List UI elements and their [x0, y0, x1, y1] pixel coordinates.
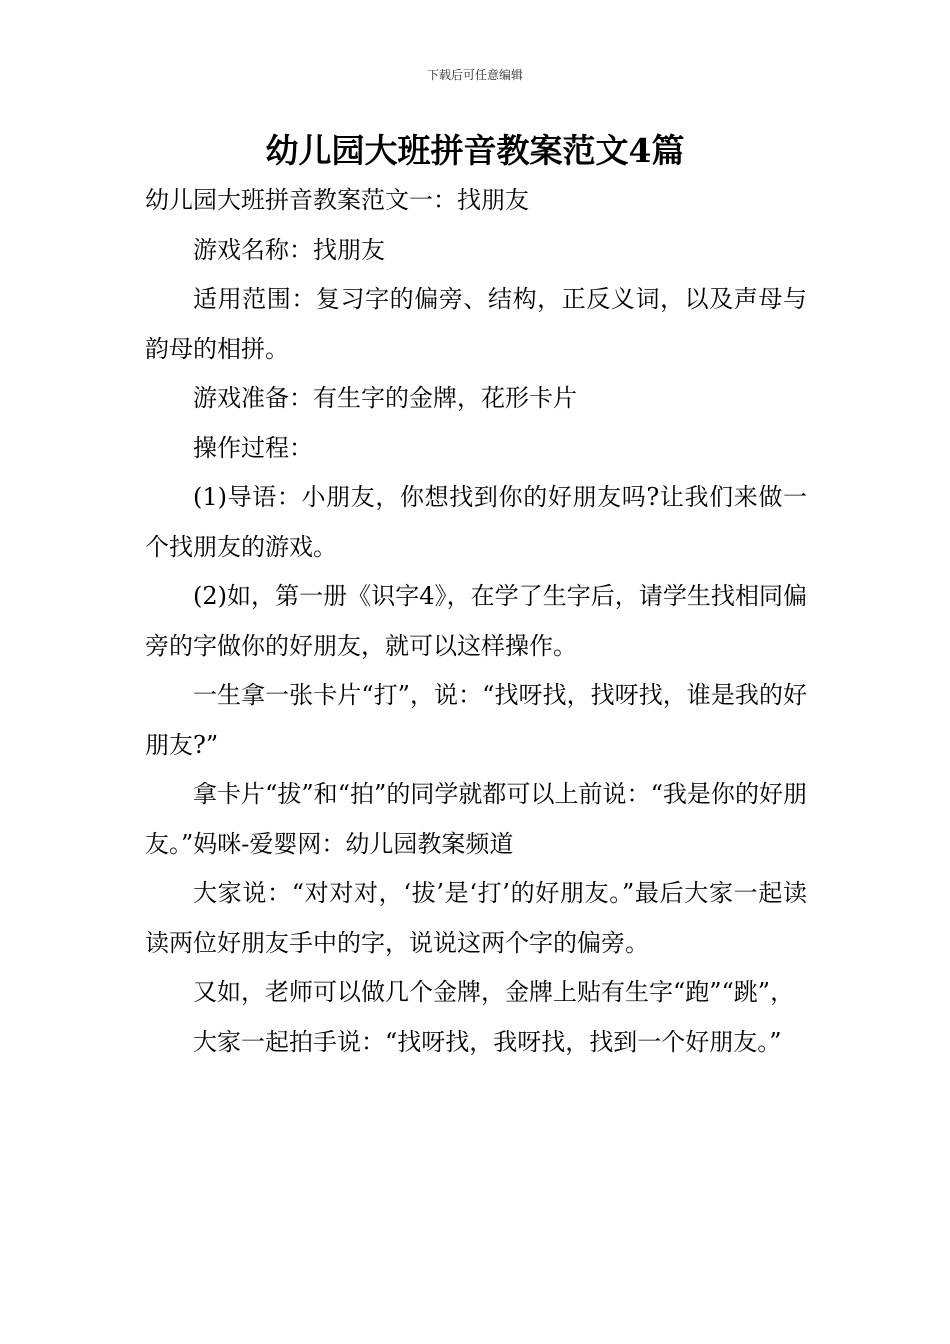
document-title: 幼儿园大班拼音教案范文4篇: [265, 131, 685, 170]
paragraph: 操作过程：: [193, 433, 313, 462]
paragraph: 适用范围：复习字的偏旁、结构，正反义词，以及声母与韵母的相拼。: [145, 285, 807, 363]
document-body: [145, 176, 807, 1067]
paragraph: 拿卡片“拔”和“拍”的同学就都可以上前说：“我是你的好朋友。”妈咪-爱婴网：幼儿园教案频道: [145, 780, 807, 858]
section-heading: 幼儿园大班拼音教案范文一：找朋友: [145, 186, 529, 214]
paragraph: (2)如，第一册《识字4》，在学了生字后，请学生找相同偏旁的字做你的好朋友，就可以这样操作。: [145, 582, 807, 660]
paragraph: (1)导语：小朋友，你想找到你的好朋友吗?让我们来做一个找朋友的游戏。: [145, 483, 807, 561]
paragraph: 一生拿一张卡片“打”，说：“找呀找，找呀找，谁是我的好朋友?”: [145, 681, 807, 759]
paragraph: 又如，老师可以做几个金牌，金牌上贴有生字“跑”“跳”，: [193, 978, 795, 1006]
paragraph: 游戏准备：有生字的金牌，花形卡片: [193, 384, 577, 412]
paragraph: 游戏名称：找朋友: [193, 235, 385, 264]
page-header-note: 下载后可任意编辑: [426, 68, 523, 82]
paragraph: 大家说：“对对对，‘拔’是‘打’的好朋友。”最后大家一起读读两位好朋友手中的字，说说这两个字的偏旁。: [145, 879, 807, 957]
paragraph: 大家一起拍手说：“找呀找，我呀找，找到一个好朋友。”: [193, 1027, 782, 1056]
